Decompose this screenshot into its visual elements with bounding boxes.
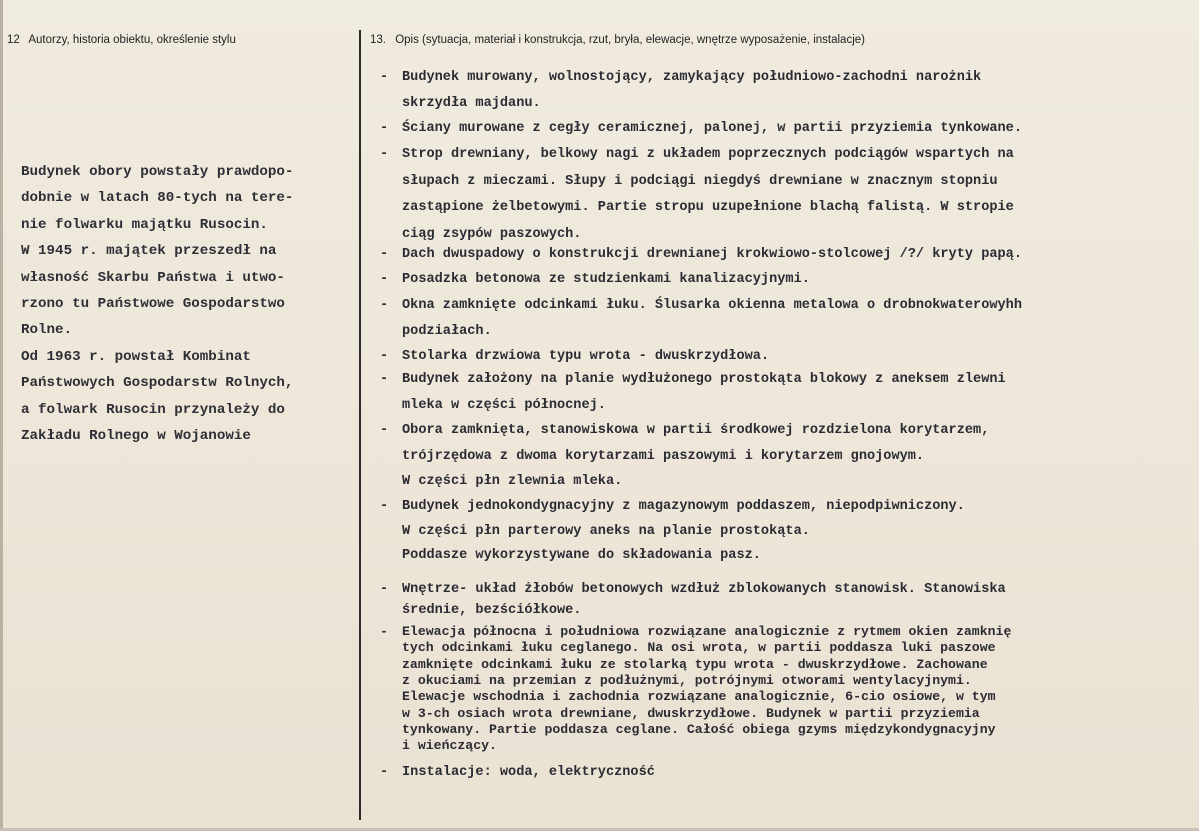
card-left-edge — [0, 0, 3, 831]
description-line: Dach dwuspadowy o konstrukcji drewnianej krokwiowo-stolcowej /?/ kryty papą. — [402, 247, 1022, 262]
bullet-dash: - — [380, 423, 389, 438]
bullet-dash: - — [380, 624, 388, 639]
bullet-dash: - — [380, 147, 389, 162]
section-13-title: Opis (sytuacja, materiał i konstrukcja, rzut, bryła, elewacje, wnętrze wyposażenie, instalacje) — [395, 34, 865, 46]
section-12-title: Autorzy, historia obiektu, określenie stylu — [28, 34, 236, 46]
section-13-header — [370, 34, 865, 46]
description-line: Posadzka betonowa ze studzienkami kanalizacyjnymi. — [402, 272, 810, 287]
description-line: Poddasze wykorzystywane do składowania pasz. — [402, 548, 761, 563]
description-line: słupach z mieczami. Słupy i podciągi niegdyś drewniane w znacznym stopniu — [402, 173, 998, 189]
description-line: Strop drewniany, belkowy nagi z układem poprzecznych podciągów wspartych na — [402, 147, 1014, 162]
description-line: w 3-ch osiach wrota drewniane, dwuskrzydłowe. Budynek w partii przyziemia — [402, 705, 980, 721]
description-line: Wnętrze- układ żłobów betonowych wzdłuż zblokowanych stanowisk. Stanowiska — [402, 582, 1006, 597]
description-line: Stolarka drzwiowa typu wrota - dwuskrzydłowa. — [402, 349, 770, 364]
history-line: dobnie w latach 80-tych na tere- — [21, 190, 294, 207]
bullet-dash: - — [380, 121, 389, 136]
history-line: nie folwarku majątku Rusocin. — [21, 216, 268, 233]
description-line: podziałach. — [402, 324, 492, 339]
description-line: Budynek jednokondygnacyjny z magazynowym poddaszem, niepodpiwniczony. — [402, 499, 965, 514]
history-line: Państwowych Gospodarstw Rolnych, — [21, 375, 294, 392]
bullet-dash: - — [380, 582, 389, 597]
description-line: Instalacje: woda, elektryczność — [402, 765, 655, 780]
description-line: skrzydła majdanu. — [402, 96, 541, 111]
bullet-dash: - — [380, 349, 389, 364]
description-line: Elewacje wschodnia i zachodnia rozwiązane analogicznie, 6-cio osiowe, w tym — [402, 689, 996, 705]
description-line: Budynek założony na planie wydłużonego prostokąta blokowy z aneksem zlewni — [402, 372, 1006, 387]
bullet-dash: - — [380, 372, 389, 387]
description-line: zastąpione żelbetowymi. Partie stropu uzupełnione blachą falistą. W stropie — [402, 200, 1014, 215]
description-line: tych odcinkami łuku ceglanego. Na osi wrota, w partii poddasza luki paszowe — [402, 640, 996, 656]
description-line: W części płn zlewnia mleka. — [402, 474, 623, 489]
section-12-header — [7, 34, 236, 46]
history-line: Zakładu Rolnego w Wojanowie — [21, 428, 251, 445]
history-line: W 1945 r. majątek przeszedł na — [21, 243, 277, 260]
history-line: Budynek obory powstały prawdopo- — [21, 164, 294, 180]
bullet-dash: - — [380, 765, 389, 780]
history-line: własność Skarbu Państwa i utwo- — [21, 269, 285, 286]
bullet-dash: - — [380, 499, 389, 514]
description-line: Budynek murowany, wolnostojący, zamykający południowo-zachodni narożnik — [402, 70, 982, 85]
bullet-dash: - — [380, 70, 389, 85]
description-line: tynkowany. Partie poddasza ceglane. Całość obiega gzyms międzykondygnacyjny — [402, 721, 996, 737]
description-line: W części płn parterowy aneks na planie prostokąta. — [402, 523, 810, 539]
description-line: Ściany murowane z cegły ceramicznej, palonej, w partii przyziemia tynkowane. — [402, 121, 1022, 136]
history-line: Rolne. — [21, 322, 73, 339]
description-line: mleka w części północnej. — [402, 398, 606, 413]
description-line: Okna zamknięte odcinkami łuku. Ślusarka okienna metalowa o drobnokwaterowyhh — [402, 298, 1022, 313]
description-line: i wieńczący. — [402, 738, 497, 754]
description-line: z okuciami na przemian z podłużnymi, potrójnymi otworami wentylacyjnymi. — [402, 672, 972, 688]
description-line: Elewacja północna i południowa rozwiązane analogicznie z rytmem okien zamknię — [402, 624, 1012, 639]
description-line: średnie, bezściółkowe. — [402, 603, 582, 618]
history-line: rzono tu Państwowe Gospodarstwo — [21, 296, 285, 313]
bullet-dash: - — [380, 298, 389, 313]
section-13-number: 13. — [370, 34, 386, 46]
description-line: trójrzędowa z dwoma korytarzami paszowymi i korytarzem gnojowym. — [402, 448, 925, 464]
history-line: a folwark Rusocin przynależy do — [21, 401, 285, 418]
section-12-number: 12 — [7, 34, 20, 46]
history-text — [21, 159, 351, 449]
history-line: Od 1963 r. powstał Kombinat — [21, 348, 251, 365]
description-line: zamknięte odcinkami łuku ze stolarką typu wrota - dwuskrzydłowe. Zachowane — [402, 656, 988, 672]
description-line: ciąg zsypów paszowych. — [402, 226, 582, 242]
bullet-dash: - — [380, 272, 389, 287]
bullet-dash: - — [380, 247, 389, 262]
column-divider — [359, 30, 361, 820]
description-line: Obora zamknięta, stanowiskowa w partii środkowej rozdzielona korytarzem, — [402, 423, 990, 438]
